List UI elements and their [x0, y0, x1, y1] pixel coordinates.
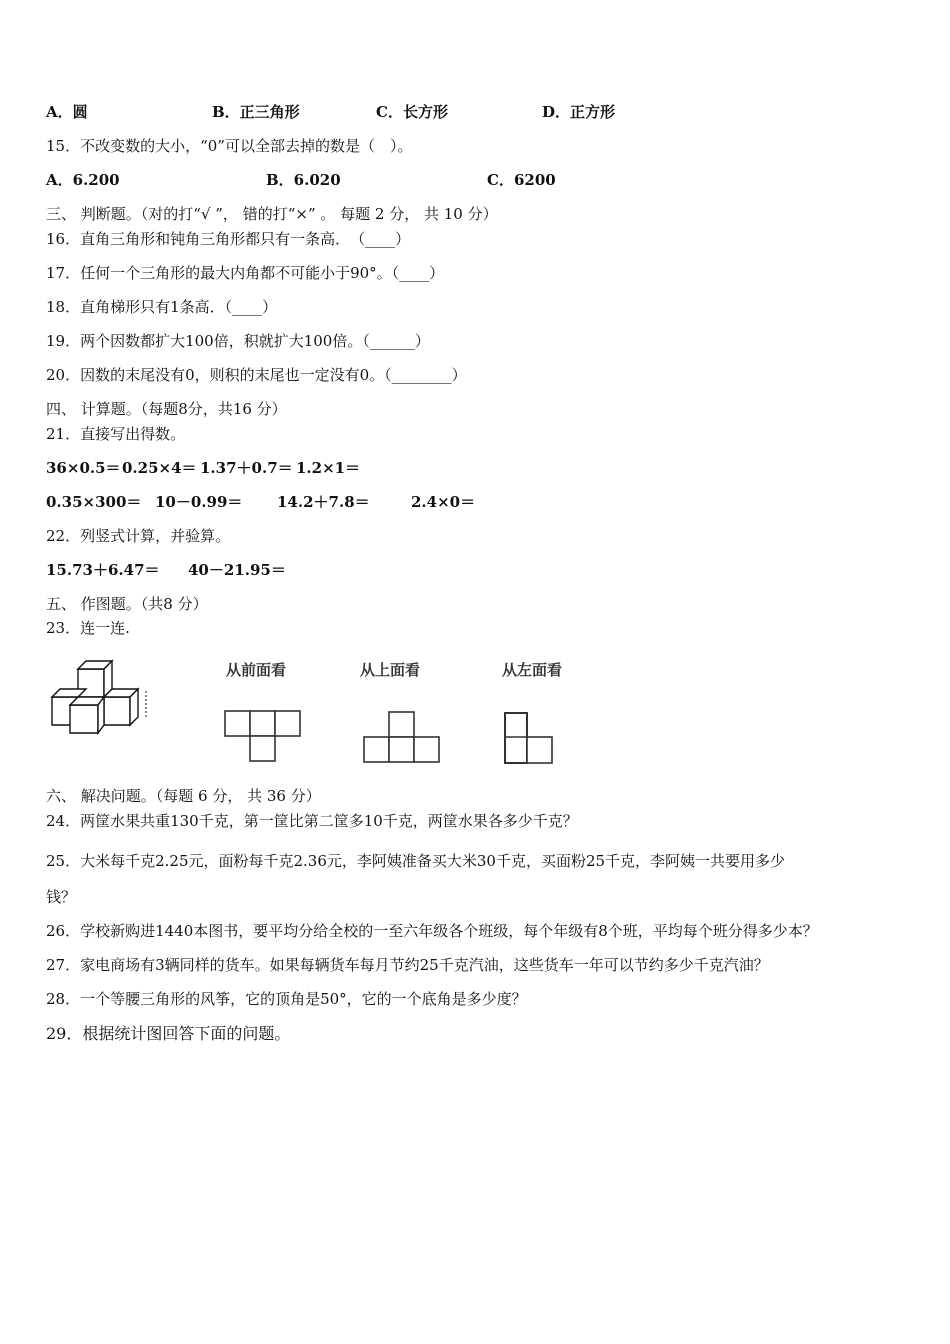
section-3-title: 三、 判断题。（对的打“√ ”， 错的打“×” 。 每题 2 分， 共 10 分）	[46, 205, 498, 223]
stacked-cubes-figure	[46, 655, 154, 741]
question-25: 25．大米每千克2.25元，面粉每千克2.36元，李阿姨准备买大米30千克，买面粉25千克，李阿姨一共要用多少	[46, 852, 786, 870]
q14-option-d: D．正方形	[542, 103, 616, 121]
calc-item: 2.4×0＝	[411, 493, 476, 511]
calc-item: 0.25×4＝	[122, 459, 197, 477]
q15-option-c: C．6200	[487, 171, 556, 189]
front-view-shape	[222, 708, 302, 764]
question-22: 22．列竖式计算，并验算。	[46, 527, 231, 545]
question-25-continued: 钱？	[46, 888, 77, 906]
q15-option-b: B．6.020	[266, 171, 341, 189]
q14-option-b: B．正三角形	[212, 103, 300, 121]
question-15: 15．不改变数的大小，“0”可以全部去掉的数是（ ）。	[46, 137, 413, 155]
question-16: 16．直角三角形和钝角三角形都只有一条高． （____）	[46, 230, 411, 248]
q14-option-a: A．圆	[46, 103, 88, 121]
calc-item: 1.2×1＝	[296, 459, 361, 477]
calc-item: 36×0.5＝	[46, 459, 121, 477]
section-4-title: 四、 计算题。（每题8分，共16 分）	[46, 400, 287, 418]
left-view-shape	[502, 710, 558, 766]
question-21: 21．直接写出得数。	[46, 425, 186, 443]
section-5-title: 五、 作图题。（共8 分）	[46, 595, 208, 613]
view-label-top: 从上面看	[360, 661, 421, 679]
question-28: 28．一个等腰三角形的风筝，它的顶角是50°，它的一个底角是多少度？	[46, 990, 527, 1008]
view-label-left: 从左面看	[502, 661, 563, 679]
calc-item: 40－21.95＝	[188, 561, 286, 579]
question-23: 23．连一连.	[46, 619, 130, 637]
question-27: 27．家电商场有3辆同样的货车。如果每辆货车每月节约25千克汽油，这些货车一年可以节约多少千克汽油？	[46, 956, 769, 974]
top-view-shape	[361, 709, 441, 765]
calc-item: 1.37＋0.7＝	[200, 459, 293, 477]
question-26: 26．学校新购进1440本图书，要平均分给全校的一至六年级各个班级，每个年级有8个班，平均每个班分得多少本？	[46, 922, 818, 940]
question-18: 18．直角梯形只有1条高．（____）	[46, 298, 278, 316]
calc-item: 10－0.99＝	[155, 493, 243, 511]
calc-item: 0.35×300＝	[46, 493, 142, 511]
question-19: 19．两个因数都扩大100倍，积就扩大100倍。（______）	[46, 332, 430, 350]
q15-option-a: A．6.200	[46, 171, 120, 189]
calc-item: 14.2＋7.8＝	[277, 493, 370, 511]
section-6-title: 六、 解决问题。（每题 6 分， 共 36 分）	[46, 787, 321, 805]
calc-item: 15.73＋6.47＝	[46, 561, 160, 579]
question-24: 24．两筐水果共重130千克，第一筐比第二筐多10千克，两筐水果各多少千克？	[46, 812, 578, 830]
view-label-front: 从前面看	[226, 661, 287, 679]
question-20: 20．因数的末尾没有0，则积的末尾也一定没有0。（________）	[46, 366, 467, 384]
q14-option-c: C．长方形	[376, 103, 448, 121]
question-29: 29．根据统计图回答下面的问题。	[46, 1024, 291, 1043]
question-17: 17．任何一个三角形的最大内角都不可能小于90°。（____）	[46, 264, 445, 282]
